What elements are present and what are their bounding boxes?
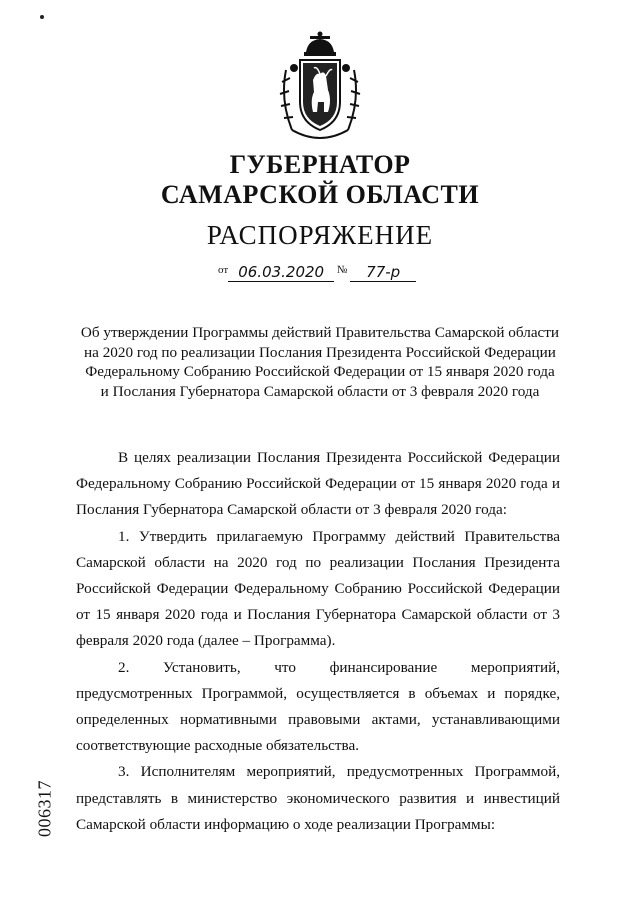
serial-number: 006317 (34, 780, 55, 837)
issuer-title-line1: ГУБЕРНАТОР (229, 150, 411, 179)
document-meta (218, 258, 438, 282)
issuer-title-line2: САМАРСКОЙ ОБЛАСТИ (160, 180, 480, 209)
date-label: от (218, 264, 229, 276)
number-value: 77-р (350, 263, 416, 282)
body-paragraph: 1. Утвердить прилагаемую Программу действий Правительства Самарской области на 2020 год по реализации Послания Президента Российской Федерации Федеральному Собранию Российской Федерации от 15 января 2020 года и Послания Губернатора Самарской области от 3 февраля 2020 года (далее – Программа). (76, 527, 560, 650)
date-value: 06.03.2020 (228, 263, 334, 282)
body-paragraph: 3. Исполнителям мероприятий, предусмотренных Программой, представлять в министерство экономического развития и инвестиций Самарской области информацию о ходе реализации Программы: (76, 763, 560, 833)
document-type-heading: РАСПОРЯЖЕНИЕ (206, 220, 434, 250)
coat-of-arms-icon (270, 30, 370, 150)
subject-line: Об утверждении Программы действий Правительства Самарской области (80, 324, 560, 341)
body-paragraph: 2. Установить, что финансирование мероприятий, предусмотренных Программой, осуществляется в объемах и порядке, определенных нормативными правовыми актами, устанавливающими соответствующие расходные обязательства. (76, 658, 560, 755)
subject-line: Федеральному Собранию Российской Федерации от 15 января 2020 года (85, 363, 555, 380)
document-subject (60, 323, 580, 401)
document-body (76, 445, 560, 838)
subject-line: и Послания Губернатора Самарской области от 3 февраля 2020 года (100, 382, 540, 400)
serial-stamp (15, 765, 75, 855)
number-label: № (336, 264, 348, 276)
subject-line: на 2020 год по реализации Послания Президента Российской Федерации (84, 343, 556, 361)
scan-speck (40, 15, 44, 19)
body-paragraph: В целях реализации Послания Президента Российской Федерации Федеральному Собранию Российской Федерации от 15 января 2020 года и Послания Губернатора Самарской области от 3 февраля 2020 года: (76, 449, 560, 519)
